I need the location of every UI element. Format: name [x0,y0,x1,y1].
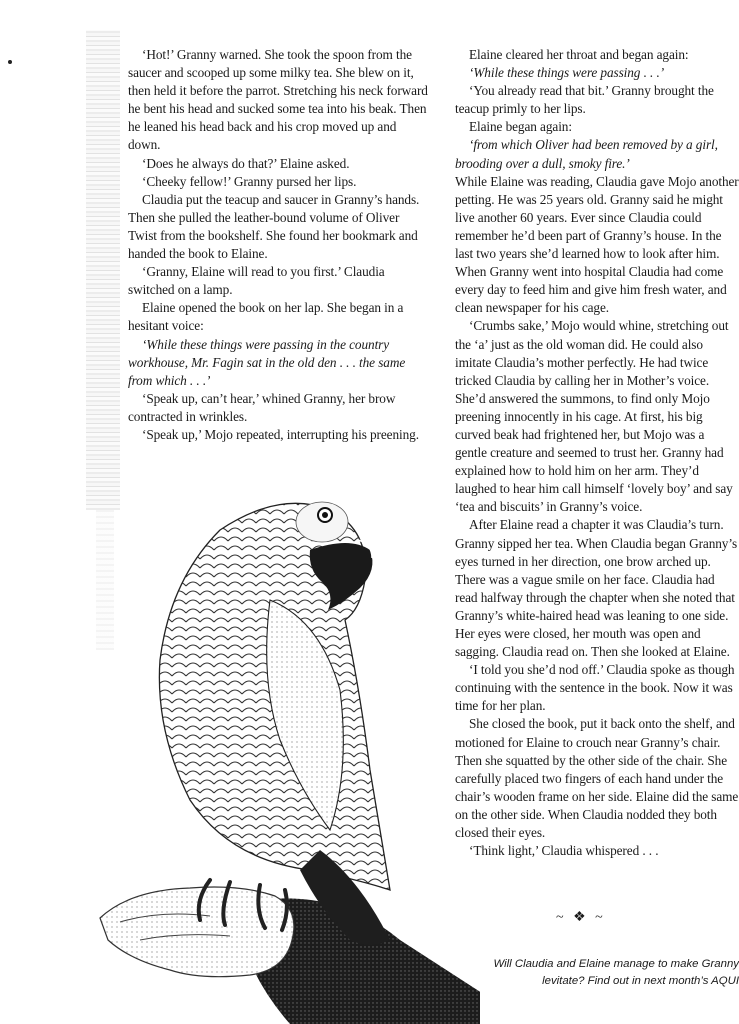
quoted-passage: ‘While these things were passing . . .’ [469,65,665,81]
paragraph: ‘Does he always do that?’ Elaine asked. [142,155,350,171]
paragraph: Elaine opened the book on her lap. She began in a hesitant voice: [128,300,404,334]
paragraph: ‘Granny, Elaine will read to you first.’ Claudia switched on a lamp. [128,264,385,298]
paragraph: ‘Hot!’ Granny warned. She took the spoon from the saucer and scooped up some milky tea. She blew on it, then held it before the parrot. Stretching his neck forward he bent his head and sucked some tea into his beak. Then he leaned his head back and his crop moved up and down. [128,47,428,153]
paragraph: She closed the book, put it back onto the shelf, and motioned for Elaine to crouch near Granny’s chair. Then she squatted by the other side of the chair. She carefully placed two fingers of each hand under the chair’s wooden frame on her side. Elaine did the same on the other side. When Claudia nodded they both closed their eyes. [455,716,739,841]
paragraph: ‘Speak up, can’t hear,’ whined Granny, her brow contracted in wrinkles. [128,390,396,424]
next-issue-teaser [470,956,739,990]
quoted-passage: ‘from which Oliver had been removed by a girl, brooding over a dull, smoky fire.’ [455,137,718,171]
parrot-illustration [60,470,480,1024]
paragraph: ‘Speak up,’ Mojo repeated, interrupting his preening. [142,426,419,442]
scan-speck [8,60,12,64]
paragraph: ‘Think light,’ Claudia whispered . . . [469,843,659,859]
teaser-line: Will Claudia and Elaine manage to make Granny [493,958,739,970]
quoted-passage: ‘While these things were passing in the country workhouse, Mr. Fagin sat in the old den . . . the same from which . . .’ [128,336,406,388]
paragraph: ‘I told you she’d nod off.’ Claudia spoke as though continuing with the sentence in the book. Now it was time for her plan. [455,662,735,714]
paragraph: Elaine began again: [469,119,572,135]
paragraph: ‘Crumbs sake,’ Mojo would whine, stretching out the ‘a’ just as the old woman did. He could also imitate Claudia’s mother perfectly. He had twice tricked Claudia by calling her in Mother’s voice. She’d answered the summons, to find only Mojo preening innocently in his cage. At first, his big curved beak had frightened her, but Mojo was a gentle creature and seemed to trust her. Granny had explained how to hold him on her arm. They’d laughed to hear him call himself ‘lovely boy’ and say ‘tea and biscuits’ in Granny’s voice. [455,318,733,515]
teaser-line: levitate? Find out in next month’s AQUI [542,975,739,987]
paragraph: ‘Cheeky fellow!’ Granny pursed her lips. [142,173,357,189]
paragraph: ‘You already read that bit.’ Granny brought the teacup primly to her lips. [455,83,714,117]
paragraph: While Elaine was reading, Claudia gave Mojo another petting. He was 25 years old. Granny said he might live another 60 years. Ever since Claudia could remember he’d been part of Granny’s house. In the last two years she’d learned how to look after him. When Granny went into hospital Claudia had come every day to feed him and give him fresh water, and clean newspaper for his cage. [455,173,739,316]
right-column [455,46,739,860]
hand-shape [100,887,294,977]
paragraph: Claudia put the teacup and saucer in Granny’s hands. Then she pulled the leather-bound volume of Oliver Twist from the bookshelf. She found her bookmark and handed the book to Elaine. [128,191,420,262]
left-column [128,46,428,444]
page-binding-shadow [86,30,120,510]
paragraph: Elaine cleared her throat and began again: [469,47,689,62]
paragraph: After Elaine read a chapter it was Claudia’s turn. Granny sipped her tea. When Claudia began Granny’s eyes turned in her direction, one brow arched up. There was a vague smile on her face. Claudia had read halfway through the chapter when she noted that Granny’s white-haired head was leaning to one side. Her eyes were closed, her mouth was open and sagging. Claudia read on. Then she looked at Elaine. [455,517,738,660]
section-divider: ~ ❖ ~ [556,910,606,925]
